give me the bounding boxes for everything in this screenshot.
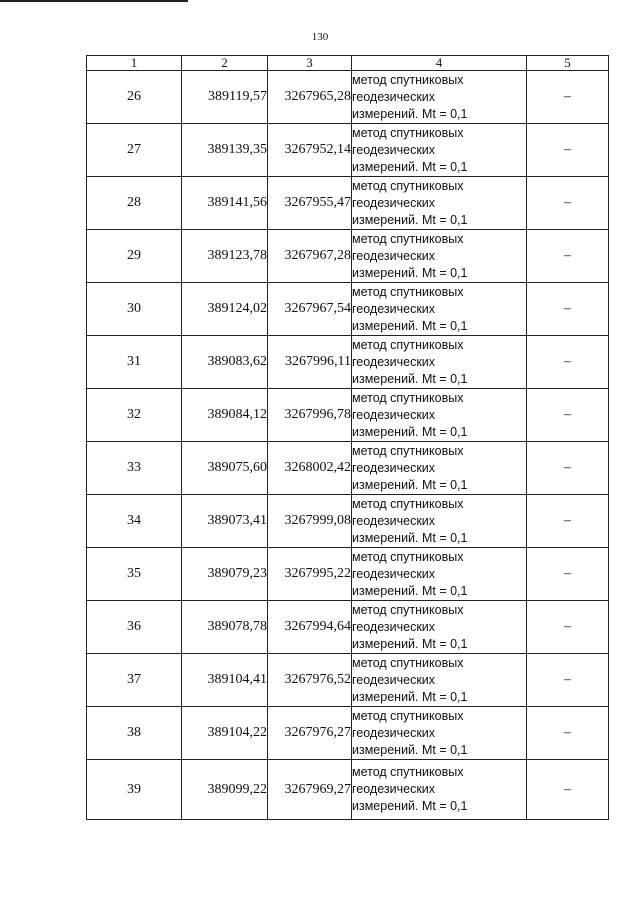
header-col-2: 2 [182, 56, 268, 71]
x-coordinate-cell: 389141,56 [182, 177, 268, 230]
y-coordinate-cell: 3267976,52 [268, 654, 352, 707]
method-line: метод спутниковых [352, 178, 464, 193]
note-cell: – [527, 230, 609, 283]
method-line: метод спутниковых [352, 549, 464, 564]
point-number-cell: 39 [87, 760, 182, 820]
y-coordinate-cell: 3267965,28 [268, 71, 352, 124]
table-row [87, 124, 609, 177]
table-row [87, 707, 609, 760]
header-row [87, 56, 609, 71]
method-line: измерений. Mt = 0,1 [352, 318, 468, 333]
method-cell [352, 707, 527, 760]
method-line: измерений. Mt = 0,1 [352, 477, 468, 492]
table-row [87, 389, 609, 442]
x-coordinate-cell: 389123,78 [182, 230, 268, 283]
method-cell [352, 283, 527, 336]
table-row [87, 442, 609, 495]
table-row [87, 654, 609, 707]
y-coordinate-cell: 3268002,42 [268, 442, 352, 495]
method-line: метод спутниковых [352, 602, 464, 617]
table-row [87, 177, 609, 230]
x-coordinate-cell: 389079,23 [182, 548, 268, 601]
table-row [87, 336, 609, 389]
y-coordinate-cell: 3267967,28 [268, 230, 352, 283]
point-number-cell: 31 [87, 336, 182, 389]
method-cell [352, 230, 527, 283]
table-row [87, 283, 609, 336]
y-coordinate-cell: 3267996,11 [268, 336, 352, 389]
method-line: геодезических [352, 354, 436, 369]
y-coordinate-cell: 3267996,78 [268, 389, 352, 442]
method-line: геодезических [352, 142, 436, 157]
method-line: метод спутниковых [352, 125, 464, 140]
table-row [87, 495, 609, 548]
page-number: 130 [311, 31, 329, 43]
y-coordinate-cell: 3267994,64 [268, 601, 352, 654]
note-cell: – [527, 707, 609, 760]
method-cell [352, 71, 527, 124]
table-body [87, 71, 609, 820]
y-coordinate-cell: 3267952,14 [268, 124, 352, 177]
x-coordinate-cell: 389104,22 [182, 707, 268, 760]
top-left-rule [0, 0, 188, 2]
y-coordinate-cell: 3267999,08 [268, 495, 352, 548]
y-coordinate-cell: 3267976,27 [268, 707, 352, 760]
x-coordinate-cell: 389078,78 [182, 601, 268, 654]
method-line: геодезических [352, 725, 436, 740]
note-cell: – [527, 389, 609, 442]
point-number-cell: 35 [87, 548, 182, 601]
method-cell [352, 336, 527, 389]
note-cell: – [527, 442, 609, 495]
note-cell: – [527, 283, 609, 336]
method-cell [352, 442, 527, 495]
header-col-4: 4 [352, 56, 527, 71]
x-coordinate-cell: 389099,22 [182, 760, 268, 820]
method-line: геодезических [352, 248, 436, 263]
note-cell: – [527, 336, 609, 389]
table-row [87, 760, 609, 820]
table-row [87, 71, 609, 124]
table-row [87, 601, 609, 654]
method-line: метод спутниковых [352, 337, 464, 352]
method-line: измерений. Mt = 0,1 [352, 799, 468, 813]
method-line: геодезических [352, 407, 436, 422]
method-line: измерений. Mt = 0,1 [352, 265, 468, 280]
x-coordinate-cell: 389104,41 [182, 654, 268, 707]
method-line: метод спутниковых [352, 72, 464, 87]
method-line: геодезических [352, 301, 436, 316]
coordinates-table [86, 55, 609, 820]
method-cell [352, 124, 527, 177]
point-number-cell: 34 [87, 495, 182, 548]
point-number-cell: 33 [87, 442, 182, 495]
method-cell [352, 548, 527, 601]
method-line: измерений. Mt = 0,1 [352, 106, 468, 121]
x-coordinate-cell: 389084,12 [182, 389, 268, 442]
header-col-3: 3 [268, 56, 352, 71]
method-line: геодезических [352, 619, 436, 634]
method-line: метод спутниковых [352, 765, 464, 779]
method-cell [352, 760, 527, 820]
note-cell: – [527, 177, 609, 230]
method-line: геодезических [352, 782, 436, 796]
x-coordinate-cell: 389073,41 [182, 495, 268, 548]
method-line: геодезических [352, 89, 436, 104]
y-coordinate-cell: 3267967,54 [268, 283, 352, 336]
note-cell: – [527, 495, 609, 548]
note-cell: – [527, 71, 609, 124]
point-number-cell: 27 [87, 124, 182, 177]
header-col-1: 1 [87, 56, 182, 71]
point-number-cell: 36 [87, 601, 182, 654]
method-line: измерений. Mt = 0,1 [352, 530, 468, 545]
point-number-cell: 28 [87, 177, 182, 230]
note-cell: – [527, 760, 609, 820]
x-coordinate-cell: 389139,35 [182, 124, 268, 177]
method-line: измерений. Mt = 0,1 [352, 742, 468, 757]
x-coordinate-cell: 389075,60 [182, 442, 268, 495]
note-cell: – [527, 601, 609, 654]
method-line: геодезических [352, 672, 436, 687]
method-line: измерений. Mt = 0,1 [352, 424, 468, 439]
method-cell [352, 495, 527, 548]
point-number-cell: 38 [87, 707, 182, 760]
point-number-cell: 37 [87, 654, 182, 707]
point-number-cell: 30 [87, 283, 182, 336]
note-cell: – [527, 654, 609, 707]
method-line: геодезических [352, 460, 436, 475]
note-cell: – [527, 124, 609, 177]
method-line: измерений. Mt = 0,1 [352, 583, 468, 598]
method-line: измерений. Mt = 0,1 [352, 159, 468, 174]
table-header [87, 56, 609, 71]
note-cell: – [527, 548, 609, 601]
method-line: геодезических [352, 195, 436, 210]
method-cell [352, 601, 527, 654]
x-coordinate-cell: 389124,02 [182, 283, 268, 336]
method-line: измерений. Mt = 0,1 [352, 636, 468, 651]
y-coordinate-cell: 3267969,27 [268, 760, 352, 820]
method-line: метод спутниковых [352, 443, 464, 458]
point-number-cell: 32 [87, 389, 182, 442]
method-line: измерений. Mt = 0,1 [352, 212, 468, 227]
method-line: измерений. Mt = 0,1 [352, 371, 468, 386]
point-number-cell: 29 [87, 230, 182, 283]
method-line: геодезических [352, 513, 436, 528]
y-coordinate-cell: 3267955,47 [268, 177, 352, 230]
method-line: метод спутниковых [352, 655, 464, 670]
method-line: метод спутниковых [352, 390, 464, 405]
table-row [87, 230, 609, 283]
method-cell [352, 654, 527, 707]
method-line: метод спутниковых [352, 496, 464, 511]
method-cell [352, 177, 527, 230]
point-number-cell: 26 [87, 71, 182, 124]
table-row [87, 548, 609, 601]
method-line: геодезических [352, 566, 436, 581]
header-col-5: 5 [527, 56, 609, 71]
method-line: метод спутниковых [352, 231, 464, 246]
method-line: метод спутниковых [352, 708, 464, 723]
x-coordinate-cell: 389083,62 [182, 336, 268, 389]
x-coordinate-cell: 389119,57 [182, 71, 268, 124]
method-cell [352, 389, 527, 442]
y-coordinate-cell: 3267995,22 [268, 548, 352, 601]
method-line: измерений. Mt = 0,1 [352, 689, 468, 704]
method-line: метод спутниковых [352, 284, 464, 299]
